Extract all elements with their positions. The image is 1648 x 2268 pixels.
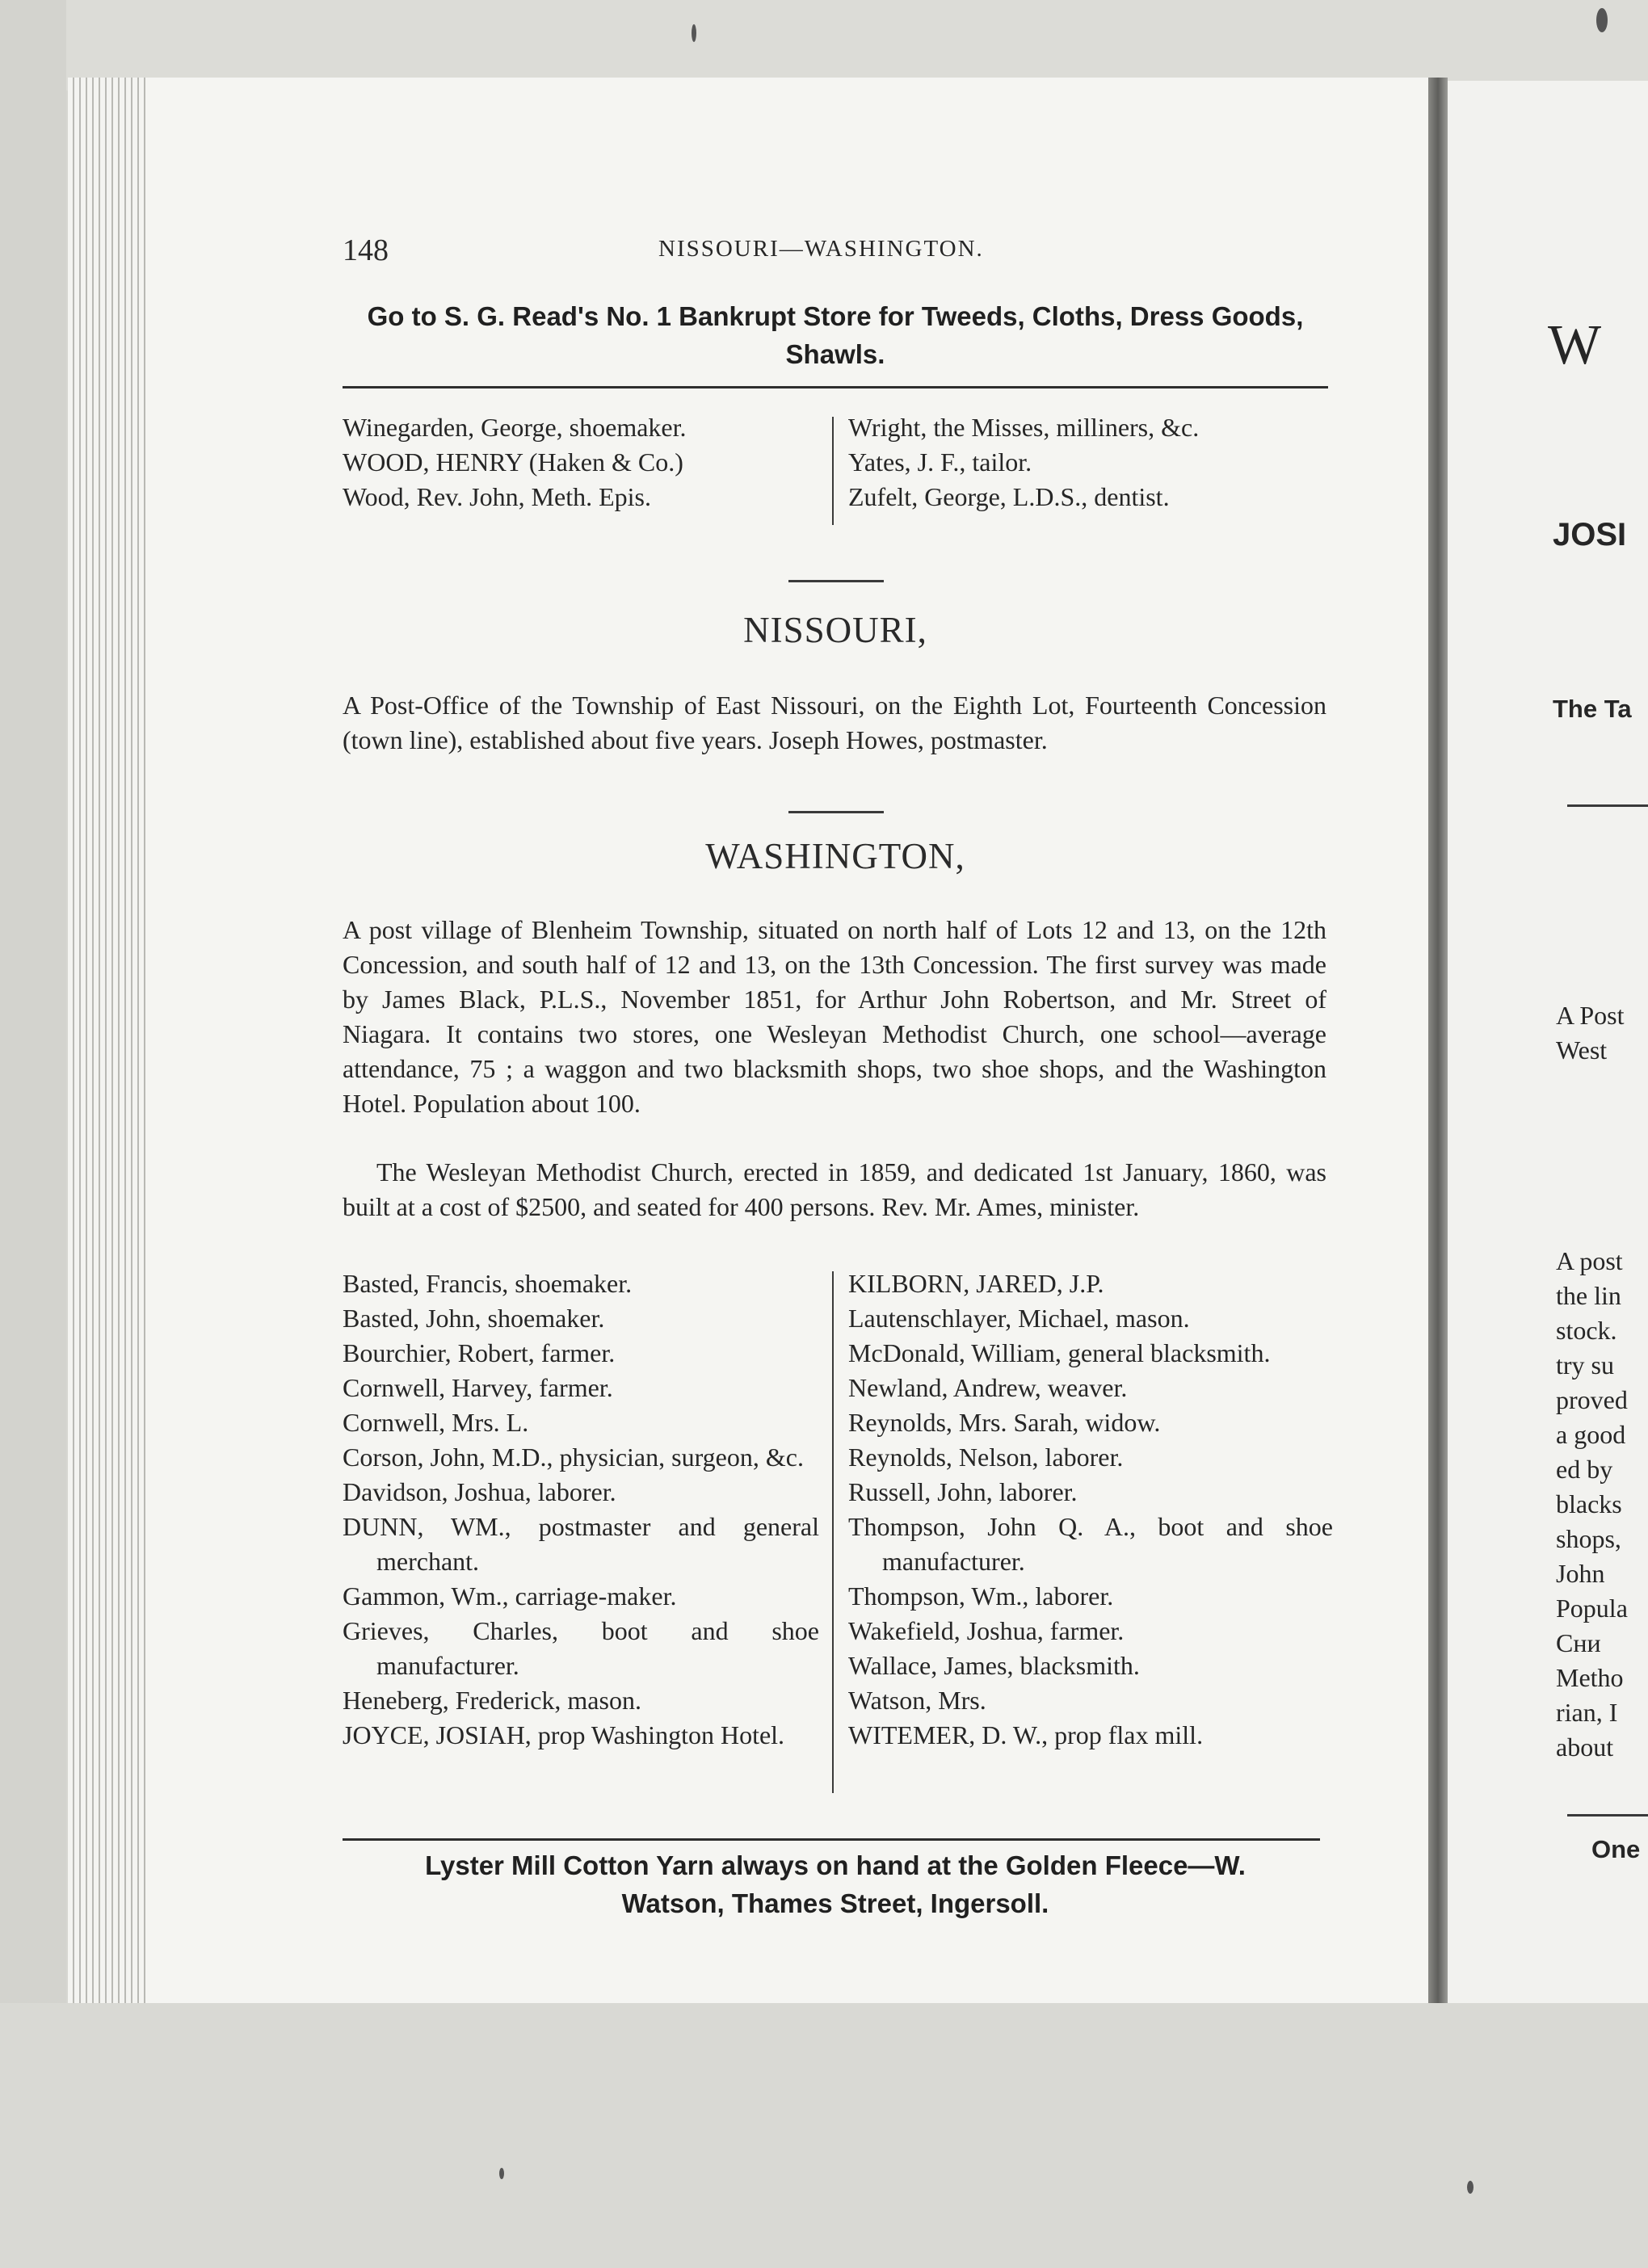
text-fragment: proved	[1556, 1385, 1628, 1414]
list-item: Watson, Mrs.	[848, 1686, 986, 1715]
right-page-subheading: JOSI	[1553, 517, 1627, 552]
list-item: Yates, J. F., tailor.	[848, 447, 1032, 477]
running-head: NISSOURI—WASHINGTON.	[658, 236, 984, 262]
text-fragment: A Post	[1556, 1001, 1625, 1030]
top-ad-line-2: Shawls.	[785, 339, 885, 369]
list-item: Bourchier, Robert, farmer.	[343, 1338, 616, 1367]
text-fragment: Metho	[1556, 1663, 1624, 1692]
right-page-rule	[1567, 1814, 1648, 1816]
list-item: Reynolds, Nelson, laborer.	[848, 1443, 1124, 1472]
text-fragment: stock.	[1556, 1316, 1617, 1345]
list-item: Davidson, Joshua, laborer.	[343, 1477, 616, 1506]
list-item: KILBORN, JARED, J.P.	[848, 1269, 1104, 1298]
top-ad-line-1: Go to S. G. Read's No. 1 Bankrupt Store for Tweeds, Cloths, Dress Goods,	[367, 301, 1304, 331]
list-item: DUNN, WM., postmaster and general merchant.	[343, 1512, 819, 1576]
text-fragment: West	[1556, 1035, 1608, 1065]
scan-background-bottom	[0, 2003, 1648, 2268]
list-item: Heneberg, Frederick, mason.	[343, 1686, 641, 1715]
scan-speck	[1467, 2181, 1474, 2194]
list-item: Wakefield, Joshua, farmer.	[848, 1616, 1125, 1645]
list-item: Cornwell, Harvey, farmer.	[343, 1373, 613, 1402]
right-page-heading: W	[1548, 314, 1605, 376]
text-fragment: shops,	[1556, 1524, 1621, 1553]
list-item: Basted, John, shoemaker.	[343, 1304, 605, 1333]
bottom-ad-line-1: Lyster Mill Cotton Yarn always on hand at the Golden Fleece—W.	[425, 1850, 1246, 1880]
list-item: WITEMER, D. W., prop flax mill.	[848, 1720, 1204, 1749]
text-fragment: about	[1556, 1732, 1614, 1762]
text-fragment: the lin	[1556, 1281, 1621, 1310]
top-entries-left	[343, 410, 811, 514]
text-fragment: blacks	[1556, 1489, 1622, 1518]
text-fragment: John	[1556, 1559, 1605, 1588]
column-divider	[832, 1271, 834, 1793]
nissouri-heading: NISSOURI,	[743, 610, 927, 650]
text-fragment: Сни	[1556, 1628, 1601, 1657]
list-item: Gammon, Wm., carriage-maker.	[343, 1581, 677, 1611]
washington-paragraph-1: A post village of Blenheim Township, situated on north half of Lots 12 and 13, on the 12th Concession, and south half of 12 and 13, on the 13th Concession. The first survey was made by James Black, P.L.S., November 1851, for Arthur John Robertson, and Mr. Street of Niagara. It contains two stores, one Wesleyan Methodist Church, one school—average attendance, 75 ; a waggon and two blacksmith shops, two shoe shops, and the Washington Hotel. Population about 100.	[343, 915, 1326, 1118]
list-item: Thompson, Wm., laborer.	[848, 1581, 1114, 1611]
list-item: Russell, John, laborer.	[848, 1477, 1078, 1506]
washington-heading: WASHINGTON,	[705, 836, 965, 876]
right-page-ad-fragment: The Ta	[1553, 695, 1632, 723]
list-item: Basted, Francis, shoemaker.	[343, 1269, 633, 1298]
text-fragment: A post	[1556, 1246, 1623, 1275]
page-number: 148	[343, 233, 389, 267]
list-item: Reynolds, Mrs. Sarah, widow.	[848, 1408, 1161, 1437]
text-fragment: Popula	[1556, 1594, 1628, 1623]
right-page-text-a	[1556, 998, 1648, 1068]
text-fragment: try su	[1556, 1350, 1614, 1380]
top-advertisement	[343, 297, 1328, 373]
list-item: Lautenschlayer, Michael, mason.	[848, 1304, 1190, 1333]
list-item: Corson, John, M.D., physician, surgeon, &c.	[343, 1443, 804, 1472]
text-fragment: a good	[1556, 1420, 1626, 1449]
washington-entries-right	[848, 1266, 1333, 1753]
list-item: McDonald, William, general blacksmith.	[848, 1338, 1271, 1367]
text-fragment: ed by	[1556, 1455, 1613, 1484]
section-rule	[788, 580, 884, 582]
column-divider	[832, 417, 834, 525]
list-item: Wood, Rev. John, Meth. Epis.	[343, 482, 651, 511]
bottom-ad-line-2: Watson, Thames Street, Ingersoll.	[621, 1888, 1049, 1918]
scan-speck	[499, 2168, 504, 2179]
scan-speck	[1596, 8, 1608, 32]
top-entries-right	[848, 410, 1333, 514]
scan-speck	[692, 24, 696, 42]
bottom-advertisement	[343, 1846, 1328, 1922]
right-page-bottom-fragment: One	[1591, 1835, 1641, 1863]
list-item: Grieves, Charles, boot and shoe manufacturer.	[343, 1616, 819, 1680]
right-page-rule	[1567, 804, 1648, 807]
nissouri-paragraph: A Post-Office of the Township of East Nissouri, on the Eighth Lot, Fourteenth Concession (town line), established about five years. Joseph Howes, postmaster.	[343, 691, 1326, 754]
top-rule	[343, 386, 1328, 388]
bottom-rule	[343, 1838, 1320, 1841]
list-item: Wright, the Misses, milliners, &c.	[848, 413, 1200, 442]
book-gutter	[1428, 78, 1448, 2003]
washington-entries-left	[343, 1266, 819, 1753]
scan-left-margin	[0, 0, 66, 2268]
page-stack-edges	[68, 78, 149, 2003]
list-item: JOYCE, JOSIAH, prop Washington Hotel.	[343, 1720, 785, 1749]
list-item: Thompson, John Q. A., boot and shoe manufacturer.	[848, 1512, 1333, 1576]
section-rule	[788, 811, 884, 813]
list-item: WOOD, HENRY (Haken & Co.)	[343, 447, 683, 477]
washington-paragraph-2: The Wesleyan Methodist Church, erected in 1859, and dedicated 1st January, 1860, was built at a cost of $2500, and seated for 400 persons. Rev. Mr. Ames, minister.	[343, 1157, 1326, 1221]
list-item: Newland, Andrew, weaver.	[848, 1373, 1128, 1402]
list-item: Wallace, James, blacksmith.	[848, 1651, 1140, 1680]
list-item: Winegarden, George, shoemaker.	[343, 413, 687, 442]
list-item: Cornwell, Mrs. L.	[343, 1408, 529, 1437]
text-fragment: rian, I	[1556, 1698, 1618, 1727]
list-item: Zufelt, George, L.D.S., dentist.	[848, 482, 1170, 511]
right-page-text-b	[1556, 1244, 1648, 1765]
